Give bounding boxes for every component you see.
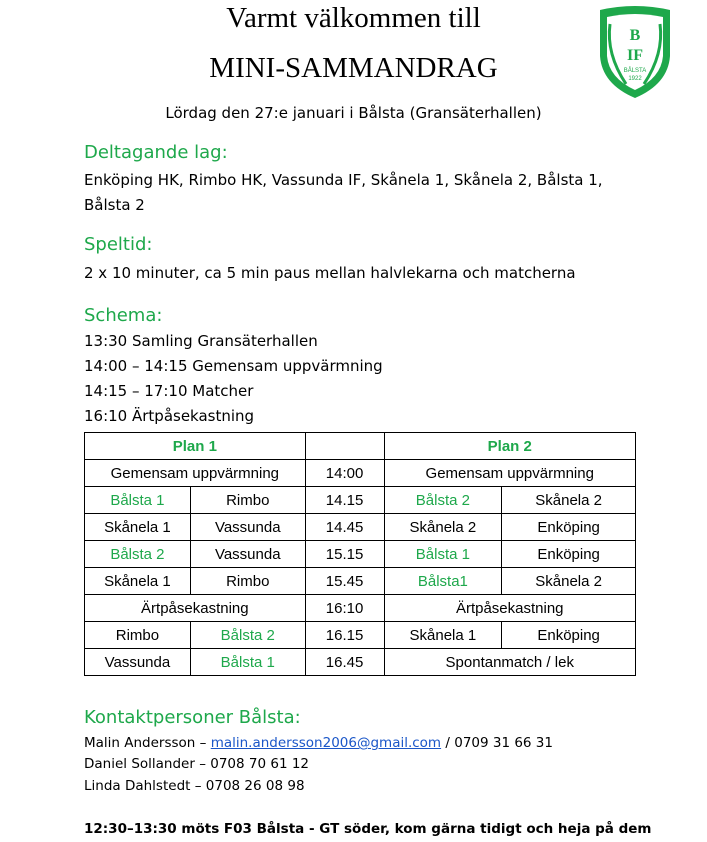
contact-daniel: Daniel Sollander – 0708 70 61 12 [84,756,310,772]
plan-1-home: Skånela 1 [85,568,191,595]
plan-2-home: Bålsta 2 [384,487,502,514]
plan-1-home: Skånela 1 [85,514,191,541]
title-line-1: Varmt välkommen till [226,2,481,34]
plan-2-away: Skånela 2 [502,487,636,514]
schedule-item: 13:30 Samling Gransäterhallen [84,332,318,350]
contact-name: Malin Andersson – [84,735,211,751]
plan-2-home: Skånela 1 [384,622,502,649]
plan-1-cell: Ärtpåsekastning [85,595,306,622]
playtime-text: 2 x 10 minuter, ca 5 min paus mellan halvlekarna och matcherna [84,264,576,282]
club-logo [596,4,674,100]
plan-2-home: Bålsta 1 [384,541,502,568]
table-row [85,487,636,514]
time-cell: 15.45 [305,568,384,595]
plan-2-away: Enköping [502,622,636,649]
title-line-2: MINI-SAMMANDRAG [209,52,498,84]
schedule-item: 14:00 – 14:15 Gemensam uppvärmning [84,357,383,375]
event-subtitle: Lördag den 27:e januari i Bålsta (Gransäterhallen) [165,104,542,122]
teams-text: Enköping HK, Rimbo HK, Vassunda IF, Skånela 1, Skånela 2, Bålsta 1, Bålsta 2 [84,171,603,214]
contacts-heading: Kontaktpersoner Bålsta: [84,707,301,728]
plan-1-cell: Gemensam uppvärmning [85,460,306,487]
table-row [85,568,636,595]
time-cell: 15.15 [305,541,384,568]
plan-1-home: Bålsta 2 [85,541,191,568]
table-header-row [85,433,636,460]
contact-malin [84,735,553,751]
table-row [85,595,636,622]
teams-heading: Deltagande lag: [84,142,228,163]
plan-1-home: Rimbo [85,622,191,649]
logo-letter-if: IF [627,47,643,64]
table-row [85,541,636,568]
plan-1-away: Rimbo [190,568,305,595]
schedule-heading: Schema: [84,305,163,326]
time-cell: 14.15 [305,487,384,514]
logo-town: BÅLSTA [623,68,647,74]
table-row [85,649,636,676]
plan-2-cell: Spontanmatch / lek [384,649,636,676]
email-link[interactable]: malin.andersson2006@gmail.com [210,735,442,751]
logo-year: 1922 [628,76,642,82]
time-cell: 14.45 [305,514,384,541]
plan-1-away: Bålsta 1 [190,649,305,676]
schedule-item: 16:10 Ärtpåsekastning [84,407,255,425]
plan-2-cell: Ärtpåsekastning [384,595,636,622]
plan-1-home: Vassunda [85,649,191,676]
time-header [305,433,384,460]
schedule-item: 14:15 – 17:10 Matcher [84,382,254,400]
contact-phone: / 0709 31 66 31 [441,735,553,751]
plan-2-away: Skånela 2 [502,568,636,595]
plan-2-away: Enköping [502,514,636,541]
table-row [85,622,636,649]
plan-2-home: Bålsta1 [384,568,502,595]
footer-note: 12:30–13:30 möts F03 Bålsta - GT söder, kom gärna tidigt och heja på dem [84,821,652,837]
plan-2-header: Plan 2 [384,433,636,460]
match-schedule-table [84,432,636,676]
plan-2-home: Skånela 2 [384,514,502,541]
plan-1-away: Rimbo [190,487,305,514]
plan-1-away: Bålsta 2 [190,622,305,649]
time-cell: 16:10 [305,595,384,622]
contact-linda: Linda Dahlstedt – 0708 26 08 98 [84,778,305,794]
table-row [85,460,636,487]
time-cell: 16.15 [305,622,384,649]
plan-1-home: Bålsta 1 [85,487,191,514]
time-cell: 16.45 [305,649,384,676]
plan-1-away: Vassunda [190,514,305,541]
playtime-heading: Speltid: [84,234,153,255]
table-row [85,514,636,541]
schedule-list [84,329,644,429]
plan-2-away: Enköping [502,541,636,568]
plan-1-away: Vassunda [190,541,305,568]
time-cell: 14:00 [305,460,384,487]
plan-1-header: Plan 1 [85,433,306,460]
logo-letter-b: B [629,27,641,44]
plan-2-cell: Gemensam uppvärmning [384,460,636,487]
